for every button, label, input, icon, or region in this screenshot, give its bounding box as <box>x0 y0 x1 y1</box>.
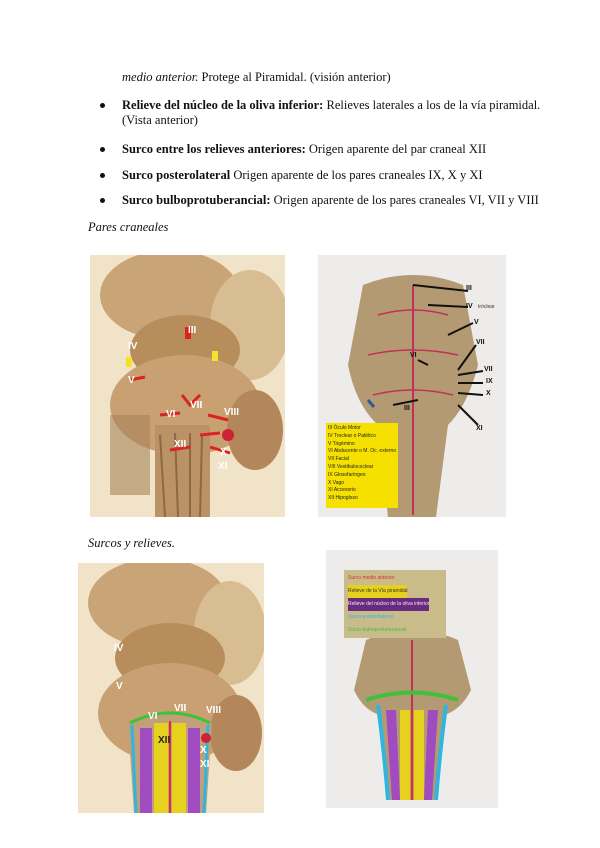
nerve-label: VII <box>484 366 493 373</box>
bullet-heading: Surco bulboprotuberancial: <box>122 193 271 207</box>
nerve-label: V <box>474 319 479 326</box>
nerve-label: IV <box>466 303 473 310</box>
nerve-label: VIII <box>206 705 222 716</box>
nerve-label: XII <box>174 439 187 450</box>
nerve-label: IX <box>486 378 493 385</box>
figure-sulci-illustration <box>78 563 264 813</box>
figure-brainstem-illustration <box>90 255 285 517</box>
sulci-legend <box>348 572 444 637</box>
nerve-label: VI <box>166 409 176 420</box>
sulci-legend-item: Surco medio anterior <box>348 575 395 581</box>
section-title-pares: Pares craneales <box>88 220 169 234</box>
bullet-body: Origen aparente del par craneal XII <box>305 142 487 156</box>
nerve-label: VII <box>476 339 485 346</box>
bullet-body: Origen aparente de los pares craneales IX, X y XI <box>230 168 483 182</box>
nerve-label: XII <box>158 735 171 746</box>
nerve-label: X <box>220 447 227 458</box>
nerve-legend-item: XII Hipogloso <box>328 495 358 502</box>
bullet-item <box>100 98 570 128</box>
sulci-legend-item: Relieve de la Vía piramidal <box>348 585 407 598</box>
sulci-legend-item: Surco posterolateral <box>348 614 393 620</box>
nerve-legend <box>328 425 398 503</box>
bullet-item <box>100 193 570 208</box>
intro-line <box>122 70 582 85</box>
figure-sulci-photo <box>326 550 498 808</box>
bullet-dot <box>100 103 105 108</box>
nerve-label: VI <box>148 711 158 722</box>
nerve-label: III <box>466 285 472 292</box>
section-title-surcos: Surcos y relieves. <box>88 536 175 550</box>
sulci-legend-item: Relieve del núcleo de la oliva inferior <box>348 598 429 611</box>
nerve-label: XI <box>218 461 228 472</box>
brainstem-illustration-svg <box>90 255 285 517</box>
bullet-dot <box>100 173 105 178</box>
nerve-label-note: tróclear <box>478 304 495 310</box>
bullet-heading: Surco posterolateral <box>122 168 231 182</box>
bullet-dot <box>100 147 105 152</box>
nerve-legend-item: IV Troclear o Patético <box>328 432 376 439</box>
nerve-label: VII <box>190 400 203 411</box>
nerve-legend-item: X Vago <box>328 479 345 486</box>
bullet-heading: Relieve del núcleo de la oliva inferior: <box>122 98 324 112</box>
bullet-item <box>100 168 570 183</box>
nerve-label: V <box>128 375 135 386</box>
nerve-legend-item: V Trigémino <box>328 440 355 447</box>
nerve-label: V <box>116 681 123 692</box>
bullet-body: Origen aparente de los pares craneales VI, VII y VIII <box>270 193 539 207</box>
sulci-illustration-svg <box>78 563 264 813</box>
nerve-legend-item: VI Abducente o M. Oc. externo <box>328 448 397 455</box>
nerve-label: X <box>486 390 491 397</box>
nerve-label: III <box>188 325 197 336</box>
nerve-legend-item: VII Facial <box>328 456 349 463</box>
bullet-item <box>100 142 570 157</box>
nerve-label: XI <box>200 759 210 770</box>
nerve-label: IV <box>128 341 138 352</box>
bullet-body: Relieves laterales a los de la vía piramidal. (Vista anterior) <box>122 98 541 127</box>
nerve-legend-item: IX Glosofaríngeo <box>328 471 366 478</box>
nerve-label: III <box>404 405 410 412</box>
nerve-label: XI <box>476 425 483 432</box>
nerve-label: VI <box>410 352 417 359</box>
figure-brainstem-photo-nerves <box>318 255 506 517</box>
nerve-label: X <box>200 745 207 756</box>
sulci-legend-item: Surco bulboprotuberancial <box>348 627 407 633</box>
nerve-label: IV <box>114 643 124 654</box>
nerve-label: VIII <box>224 407 240 418</box>
nerve-legend-item: III Óculo Motor <box>328 425 361 431</box>
intro-rest: Protege al Piramidal. (visión anterior) <box>198 70 391 84</box>
bullet-dot <box>100 198 105 203</box>
nerve-legend-item: VIII Vestibulococlear <box>328 463 374 470</box>
nerve-label: VII <box>174 703 187 714</box>
bullet-heading: Surco entre los relieves anteriores: <box>122 142 306 156</box>
intro-italic: medio anterior. <box>122 70 199 84</box>
nerve-legend-item: XI Accesorio <box>328 487 356 494</box>
